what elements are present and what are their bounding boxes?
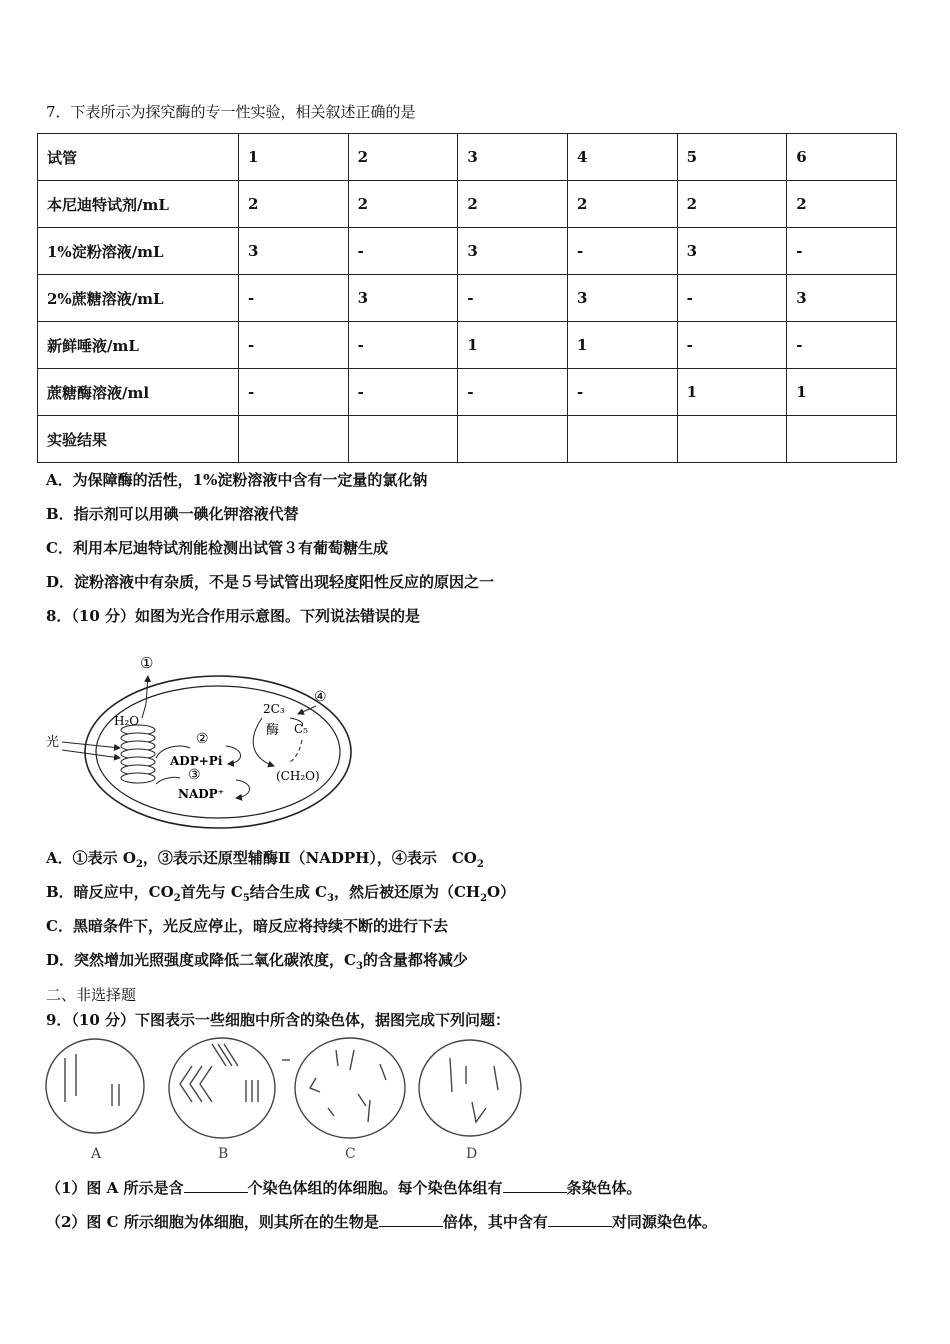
table-cell: 1 (677, 369, 787, 416)
photosynthesis-diagram (40, 648, 360, 833)
table-cell: 1 (787, 369, 897, 416)
label-a: A (91, 1146, 102, 1162)
table-cell: - (677, 275, 787, 322)
enzyme-label: 酶 (266, 723, 280, 738)
table-cell: 5 (677, 134, 787, 181)
table-cell (348, 416, 458, 463)
table-row (38, 181, 897, 228)
table-cell: - (458, 275, 568, 322)
label-d: D (466, 1146, 478, 1162)
table-cell: - (787, 322, 897, 369)
table-row (38, 369, 897, 416)
table-cell: 蔗糖酶溶液/ml (38, 369, 239, 416)
table-cell: - (239, 275, 349, 322)
table-row (38, 322, 897, 369)
table-header-row (38, 134, 897, 181)
table-cell: 2 (567, 181, 677, 228)
q8-option-b: B．暗反应中，$CO_2$首先与 $C_5$结合生成 $C_3$，然后被还原为$(CH_2O)$ (46, 883, 516, 904)
thylakoid-stack-icon (121, 725, 155, 783)
cell-d (419, 1040, 521, 1136)
q9-stem: 9．（10 分）下图表示一些细胞中所含的染色体，据图完成下列问题： (46, 1011, 511, 1029)
ch2o-label: (CH₂O) (276, 769, 320, 783)
table-cell: 2 (677, 181, 787, 228)
nadp-label: NADP⁺ (178, 787, 225, 801)
section-heading: 二、非选择题 (46, 986, 137, 1004)
table-cell: 新鲜唾液/mL (38, 322, 239, 369)
table-cell: 6 (787, 134, 897, 181)
table-row (38, 228, 897, 275)
q7-stem: 7．下表所示为探究酶的专一性实验，相关叙述正确的是 (46, 103, 416, 121)
table-cell: 3 (458, 134, 568, 181)
table-cell: 1%淀粉溶液/mL (38, 228, 239, 275)
table-cell: 3 (787, 275, 897, 322)
table-cell: - (787, 228, 897, 275)
table-cell: 2 (348, 134, 458, 181)
table-cell: 本尼迪特试剂/mL (38, 181, 239, 228)
table-cell: - (567, 228, 677, 275)
q7-option-d: D．淀粉溶液中有杂质，不是５号试管出现轻度阳性反应的原因之一 (46, 573, 495, 591)
table-cell: - (458, 369, 568, 416)
table-cell: 2 (787, 181, 897, 228)
table-cell: 3 (239, 228, 349, 275)
table-cell: 1 (239, 134, 349, 181)
enzyme-experiment-table (37, 133, 897, 463)
table-cell: - (567, 369, 677, 416)
q8-option-d: D．突然增加光照强度或降低二氧化碳浓度，$C_3$的含量都将减少 (46, 951, 468, 972)
table-cell: 3 (567, 275, 677, 322)
c5-label: C₅ (294, 722, 308, 736)
table-cell: 2 (348, 181, 458, 228)
q8-stem: 8．（10 分）如图为光合作用示意图。下列说法错误的是 (46, 607, 421, 625)
q9-sub2: （2）图 C 所示细胞为体细胞，则其所在的生物是 倍体，其中含有 对同源染色体。 (46, 1213, 717, 1231)
table-cell: 3 (458, 228, 568, 275)
table-cell (567, 416, 677, 463)
h2o-label: H₂O (114, 714, 140, 728)
q7-option-c: C．利用本尼迪特试剂能检测出试管３有葡萄糖生成 (46, 539, 388, 557)
table-cell (239, 416, 349, 463)
table-cell: 3 (348, 275, 458, 322)
2c3-label: 2C₃ (263, 702, 285, 716)
table-cell: 2 (458, 181, 568, 228)
table-cell: 1 (458, 322, 568, 369)
q8-option-a: A．①表示 $O_2$，③表示还原型辅酶Ⅱ（NADPH），④表示 $CO_2$ (46, 849, 484, 870)
table-cell (458, 416, 568, 463)
table-cell (787, 416, 897, 463)
chromosome-cells-figure (40, 1036, 540, 1166)
label-c: C (345, 1146, 356, 1162)
table-cell: 2 (239, 181, 349, 228)
label-b: B (218, 1146, 229, 1162)
table-cell (677, 416, 787, 463)
table-cell: - (348, 322, 458, 369)
q8-option-c: C．黑暗条件下，光反应停止，暗反应将持续不断的进行下去 (46, 917, 448, 935)
q9-sub1: （1）图 A 所示是含 个染色体组的体细胞。每个染色体组有 条染色体。 (46, 1179, 642, 1197)
table-cell: - (239, 369, 349, 416)
marker-3: ③ (188, 767, 201, 783)
table-row (38, 416, 897, 463)
marker-4: ④ (314, 689, 327, 705)
marker-1: ① (140, 654, 154, 672)
light-label: 光 (46, 735, 60, 750)
table-cell: 1 (567, 322, 677, 369)
table-cell: 2%蔗糖溶液/mL (38, 275, 239, 322)
table-cell: - (348, 369, 458, 416)
table-cell: 实验结果 (38, 416, 239, 463)
cell-b (169, 1038, 275, 1138)
q7-option-a: A．为保障酶的活性，1%淀粉溶液中含有一定量的氯化钠 (46, 471, 428, 489)
table-cell: 3 (677, 228, 787, 275)
table-cell: - (348, 228, 458, 275)
table-cell: - (677, 322, 787, 369)
table-cell: - (239, 322, 349, 369)
adp-label: ADP+Pi (170, 754, 223, 768)
marker-2: ② (196, 731, 209, 747)
q7-option-b: B．指示剂可以用碘一碘化钾溶液代替 (46, 505, 299, 523)
cell-a (46, 1039, 144, 1133)
table-row (38, 275, 897, 322)
table-cell: 4 (567, 134, 677, 181)
table-cell: 试管 (38, 134, 239, 181)
